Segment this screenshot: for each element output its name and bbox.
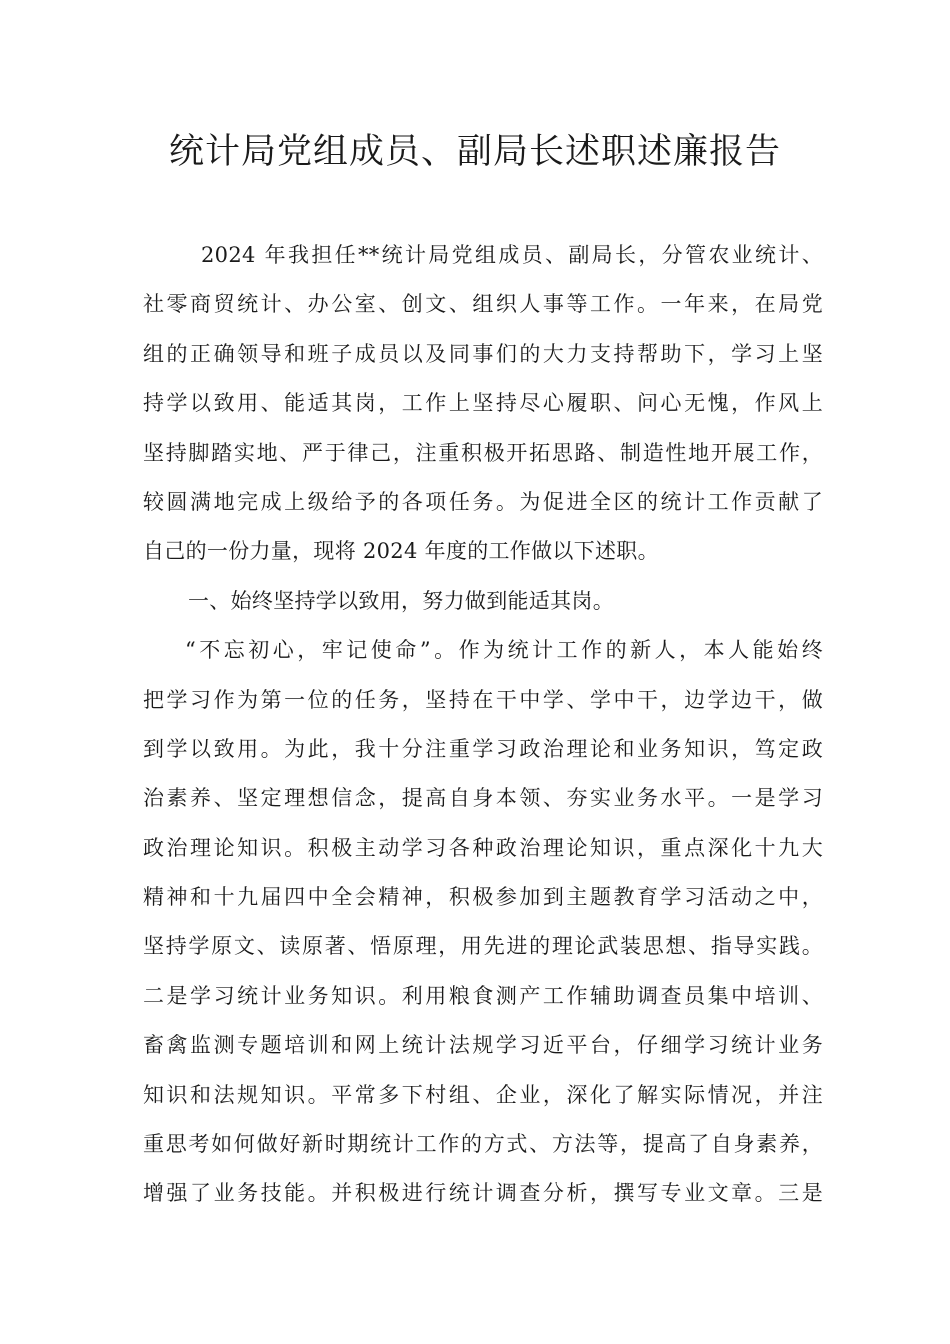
- paragraph-line: 自己的一份力量，现将 2024 年度的工作做以下述职。: [143, 539, 659, 564]
- paragraph-line: 持学以致用、能适其岗，工作上坚持尽心履职、问心无愧，作风上: [143, 391, 823, 416]
- paragraph-line: 2024 年我担任**统计局党组成员、副局长，分管农业统计、: [201, 243, 823, 267]
- paragraph-line: 组的正确领导和班子成员以及同事们的大力支持帮助下，学习上坚: [143, 341, 823, 366]
- paragraph-line: “不忘初心，牢记使命”。作为统计工作的新人，本人能始终: [185, 638, 823, 663]
- paragraph-line: 坚持学原文、读原著、悟原理，用先进的理论武装思想、指导实践。: [143, 934, 823, 959]
- paragraph-line: 知识和法规知识。平常多下村组、企业，深化了解实际情况，并注: [143, 1082, 823, 1107]
- paragraph-line: 增强了业务技能。并积极进行统计调查分析，撰写专业文章。三是: [143, 1181, 823, 1206]
- document-body: [143, 231, 823, 1219]
- paragraph-line: 二是学习统计业务知识。利用粮食测产工作辅助调查员集中培训、: [143, 983, 823, 1008]
- paragraph-line: 重思考如何做好新时期统计工作的方式、方法等，提高了自身素养，: [143, 1132, 823, 1157]
- paragraph-line: 精神和十九届四中全会精神，积极参加到主题教育学习活动之中，: [143, 885, 823, 910]
- paragraph-line: 畜禽监测专题培训和网上统计法规学习近平台，仔细学习统计业务: [143, 1033, 823, 1058]
- section-heading: 一、始终坚持学以致用，努力做到能适其岗。: [188, 588, 614, 613]
- paragraph-line: 把学习作为第一位的任务，坚持在干中学、学中干，边学边干，做: [143, 687, 823, 712]
- paragraph-line: 较圆满地完成上级给予的各项任务。为促进全区的统计工作贡献了: [143, 489, 823, 514]
- document-title: 统计局党组成员、副局长述职述廉报告: [168, 132, 781, 172]
- paragraph-line: 到学以致用。为此，我十分注重学习政治理论和业务知识，笃定政: [143, 736, 823, 761]
- paragraph-line: 社零商贸统计、办公室、创文、组织人事等工作。一年来，在局党: [143, 292, 823, 317]
- paragraph-line: 治素养、坚定理想信念，提高自身本领、夯实业务水平。一是学习: [143, 786, 823, 811]
- paragraph-line: 政治理论知识。积极主动学习各种政治理论知识，重点深化十九大: [143, 835, 823, 860]
- paragraph-line: 坚持脚踏实地、严于律己，注重积极开拓思路、制造性地开展工作，: [143, 440, 823, 465]
